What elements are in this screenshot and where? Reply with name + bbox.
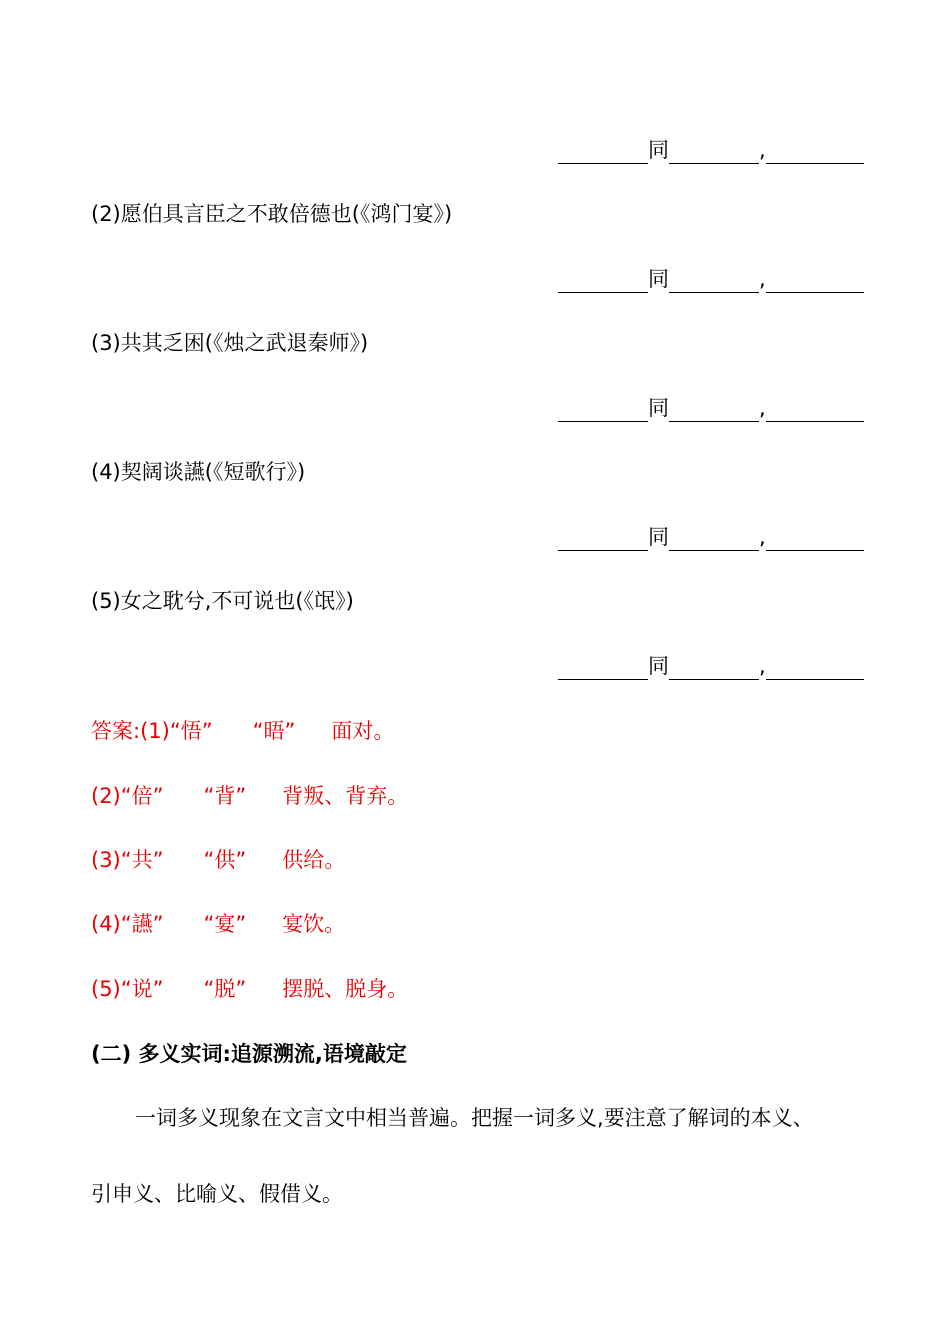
answer-meaning: 面对。	[331, 719, 395, 743]
blank-field[interactable]	[669, 399, 759, 422]
tong-label: 同	[648, 267, 669, 291]
blank-field[interactable]	[766, 399, 864, 422]
answer-line-3	[91, 846, 345, 874]
blank-field[interactable]	[669, 528, 759, 551]
paragraph-line-2: 引申义、比喻义、假借义。	[91, 1182, 343, 1206]
answer-blank-row-4	[558, 523, 860, 551]
answer-line-5	[91, 975, 408, 1003]
question-5: (5)女之耽兮,不可说也(《氓》)	[91, 589, 354, 613]
comma-label: ,	[759, 138, 766, 162]
question-3: (3)共其乏困(《烛之武退秦师》)	[91, 331, 369, 355]
tong-label: 同	[648, 525, 669, 549]
blank-field[interactable]	[558, 657, 648, 680]
answer-line-2	[91, 782, 408, 810]
answer-same: “宴”	[203, 912, 247, 936]
answer-same: “背”	[203, 784, 247, 808]
answer-prefix: (2)	[91, 784, 121, 808]
comma-label: ,	[759, 267, 766, 291]
section-heading: (二) 多义实词:追源溯流,语境敲定	[91, 1042, 407, 1066]
blank-field[interactable]	[669, 270, 759, 293]
answer-same: “晤”	[252, 719, 296, 743]
answer-blank-row-1	[558, 136, 860, 164]
blank-field[interactable]	[558, 399, 648, 422]
answer-blank-row-2	[558, 265, 860, 293]
answer-meaning: 背叛、背弃。	[282, 784, 409, 808]
blank-field[interactable]	[669, 657, 759, 680]
question-2: (2)愿伯具言臣之不敢倍德也(《鸿门宴》)	[91, 202, 453, 226]
answer-same: “脱”	[203, 977, 247, 1001]
answer-prefix: (3)	[91, 848, 121, 872]
answer-same: “供”	[203, 848, 247, 872]
blank-field[interactable]	[669, 141, 759, 164]
answer-word: “悟”	[169, 719, 213, 743]
blank-field[interactable]	[766, 657, 864, 680]
blank-field[interactable]	[558, 141, 648, 164]
comma-label: ,	[759, 396, 766, 420]
answer-line-4	[91, 910, 345, 938]
answer-prefix: 答案:(1)	[91, 719, 170, 743]
answer-prefix: (4)	[91, 912, 121, 936]
answer-blank-row-5	[558, 652, 860, 680]
answer-meaning: 供给。	[282, 848, 346, 872]
blank-field[interactable]	[766, 270, 864, 293]
comma-label: ,	[759, 654, 766, 678]
blank-field[interactable]	[558, 270, 648, 293]
blank-field[interactable]	[766, 141, 864, 164]
tong-label: 同	[648, 138, 669, 162]
answer-word: “说”	[120, 977, 164, 1001]
blank-field[interactable]	[766, 528, 864, 551]
answer-meaning: 摆脱、脱身。	[282, 977, 409, 1001]
answer-meaning: 宴饮。	[282, 912, 346, 936]
tong-label: 同	[648, 396, 669, 420]
answer-prefix: (5)	[91, 977, 121, 1001]
comma-label: ,	[759, 525, 766, 549]
paragraph-line-1: 一词多义现象在文言文中相当普遍。把握一词多义,要注意了解词的本义、	[135, 1106, 814, 1130]
answer-word: “讌”	[120, 912, 164, 936]
question-4: (4)契阔谈讌(《短歌行》)	[91, 460, 306, 484]
answer-word: “共”	[120, 848, 164, 872]
answer-blank-row-3	[558, 394, 860, 422]
answer-line-1	[91, 717, 394, 745]
blank-field[interactable]	[558, 528, 648, 551]
answer-word: “倍”	[120, 784, 164, 808]
tong-label: 同	[648, 654, 669, 678]
